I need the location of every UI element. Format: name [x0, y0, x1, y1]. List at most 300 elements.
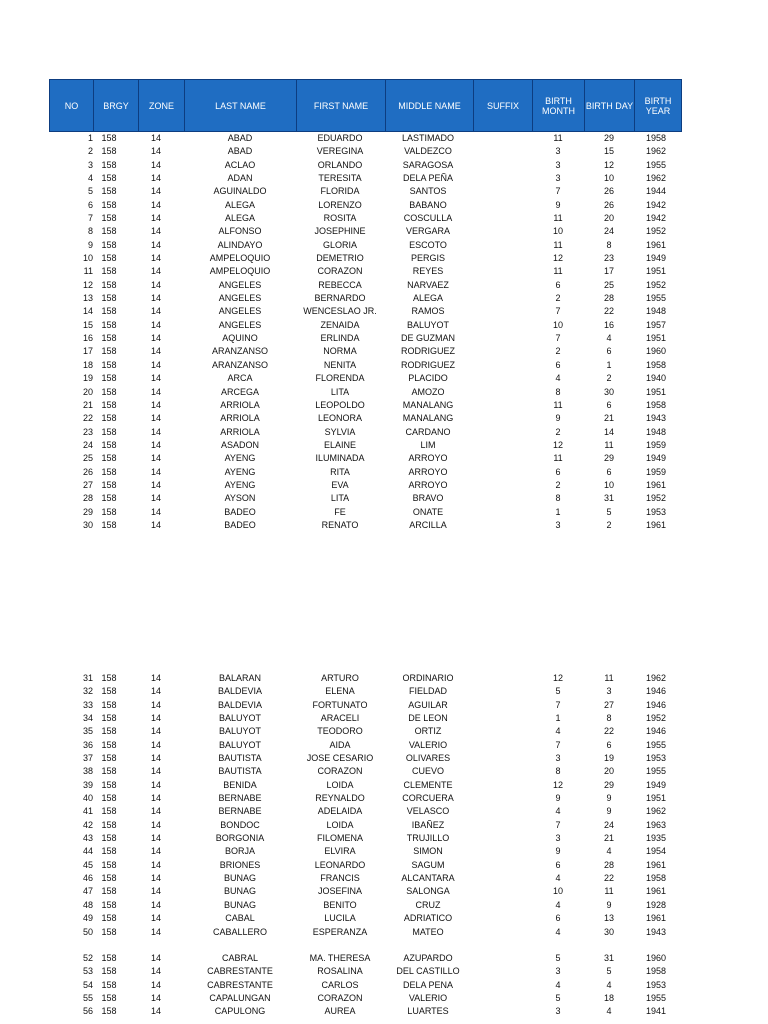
cell-birth-month: 6	[555, 466, 561, 477]
cell-birth-month: 9	[555, 846, 561, 857]
cell-birth-day: 21	[603, 833, 615, 844]
cell-birth-day: 11	[604, 439, 614, 450]
cell-last-name: BERNABE	[218, 806, 262, 817]
cell-brgy: 158	[101, 386, 117, 397]
cell-last-name: ANGELES	[218, 279, 262, 290]
table-row	[0, 685, 768, 698]
cell-zone: 14	[150, 293, 162, 304]
cell-last-name: ANGELES	[218, 319, 262, 330]
cell-first-name: FLORIDA	[320, 186, 360, 197]
table-row	[0, 132, 768, 145]
cell-brgy: 158	[101, 413, 117, 424]
cell-first-name: ELVIRA	[324, 846, 356, 857]
header-birth-month: BIRTH MONTH	[533, 80, 585, 131]
cell-zone: 14	[150, 359, 162, 370]
cell-last-name: ARRIOLA	[220, 413, 260, 424]
header-birth-day: BIRTH DAY	[585, 80, 635, 131]
cell-first-name: BENITO	[323, 899, 357, 910]
cell-no: 40	[82, 793, 93, 804]
cell-last-name: ALEGA	[224, 213, 256, 223]
cell-middle-name: RAMOS	[411, 306, 445, 317]
cell-birth-year: 1948	[645, 306, 667, 317]
cell-birth-day: 5	[606, 506, 612, 517]
cell-birth-year: 1961	[645, 913, 667, 924]
cell-brgy: 158	[101, 793, 117, 804]
cell-zone: 14	[150, 213, 162, 223]
cell-birth-year: 1940	[645, 373, 667, 384]
header-middle-name: MIDDLE NAME	[386, 80, 474, 131]
cell-zone: 14	[150, 713, 162, 723]
cell-birth-year: 1954	[645, 846, 667, 857]
cell-birth-year: 1958	[645, 399, 667, 410]
cell-brgy: 158	[101, 133, 117, 143]
cell-zone: 14	[150, 199, 162, 210]
cell-brgy: 158	[101, 173, 117, 183]
cell-birth-year: 1946	[645, 726, 667, 737]
cell-no: 11	[83, 266, 93, 277]
table-row	[0, 172, 768, 185]
cell-first-name: LEONORA	[317, 413, 363, 424]
cell-birth-day: 30	[603, 386, 615, 397]
cell-birth-year: 1948	[645, 426, 667, 437]
table-row	[0, 832, 768, 845]
cell-birth-month: 6	[555, 859, 561, 870]
table-row	[0, 332, 768, 345]
cell-first-name: ELAINE	[323, 439, 357, 450]
cell-birth-year: 1953	[645, 753, 667, 763]
cell-first-name: CARLOS	[321, 979, 359, 990]
cell-zone: 14	[150, 346, 162, 357]
cell-first-name: ROSALINA	[317, 966, 363, 977]
cell-no: 39	[82, 779, 93, 790]
cell-middle-name: ARROYO	[408, 453, 448, 464]
cell-brgy: 158	[101, 226, 117, 237]
cell-last-name: ACLAO	[224, 159, 256, 170]
cell-birth-month: 5	[555, 953, 561, 963]
table-row	[0, 792, 768, 805]
cell-birth-month: 6	[555, 279, 561, 290]
cell-brgy: 158	[101, 479, 117, 490]
cell-birth-year: 1958	[645, 873, 667, 884]
cell-birth-day: 25	[603, 279, 615, 290]
cell-brgy: 158	[101, 333, 117, 344]
cell-no: 25	[82, 453, 93, 464]
cell-last-name: AYENG	[224, 453, 256, 464]
table-row	[0, 1005, 768, 1018]
table-row	[0, 372, 768, 385]
cell-birth-day: 20	[603, 766, 615, 777]
cell-brgy: 158	[101, 453, 117, 464]
cell-birth-day: 9	[606, 793, 612, 804]
cell-birth-month: 11	[553, 133, 563, 143]
table-row	[0, 912, 768, 925]
cell-last-name: CABAL	[225, 913, 255, 924]
cell-first-name: ADELAIDA	[317, 806, 363, 817]
cell-birth-year: 1952	[645, 226, 667, 237]
cell-middle-name: SIMON	[413, 846, 443, 857]
cell-middle-name: ARCILLA	[409, 519, 447, 530]
cell-birth-day: 10	[603, 479, 615, 490]
cell-zone: 14	[150, 173, 162, 183]
cell-birth-month: 7	[555, 306, 561, 317]
cell-first-name: JOSE CESARIO	[306, 753, 374, 763]
cell-no: 15	[82, 319, 93, 330]
cell-brgy: 158	[101, 293, 117, 304]
cell-birth-month: 10	[552, 886, 564, 897]
cell-zone: 14	[150, 979, 162, 990]
cell-birth-month: 4	[555, 873, 561, 884]
table-row	[0, 305, 768, 318]
cell-last-name: BALARAN	[218, 673, 262, 683]
cell-first-name: LITA	[330, 386, 350, 397]
cell-first-name: ARACELI	[320, 713, 360, 723]
cell-birth-year: 1942	[645, 199, 667, 210]
cell-zone: 14	[150, 333, 162, 344]
cell-first-name: NENITA	[323, 359, 357, 370]
table-row	[0, 859, 768, 872]
cell-no: 6	[87, 199, 93, 210]
cell-first-name: NORMA	[323, 346, 357, 357]
cell-birth-month: 12	[552, 779, 564, 790]
cell-middle-name: PLACIDO	[408, 373, 448, 384]
cell-zone: 14	[150, 439, 162, 450]
cell-last-name: AYSON	[224, 493, 256, 504]
cell-brgy: 158	[101, 373, 117, 384]
cell-first-name: ZENAIDA	[320, 319, 360, 330]
cell-middle-name: RODRIGUEZ	[401, 359, 455, 370]
cell-birth-year: 1935	[645, 833, 667, 844]
cell-birth-day: 31	[603, 953, 615, 963]
cell-birth-month: 3	[555, 159, 561, 170]
cell-birth-day: 2	[606, 519, 612, 530]
cell-first-name: AUREA	[324, 1006, 356, 1017]
cell-first-name: LUCILA	[324, 913, 356, 924]
cell-first-name: LEOPOLDO	[315, 399, 365, 410]
cell-last-name: BALUYOT	[218, 739, 262, 750]
cell-zone: 14	[150, 146, 162, 157]
cell-birth-month: 9	[555, 793, 561, 804]
cell-no: 54	[82, 979, 93, 990]
cell-last-name: ADAN	[227, 173, 253, 183]
cell-birth-month: 5	[555, 993, 561, 1003]
cell-birth-day: 19	[603, 753, 615, 763]
cell-birth-day: 23	[603, 253, 615, 264]
table-row	[0, 265, 768, 278]
cell-brgy: 158	[101, 926, 117, 937]
cell-first-name: CORAZON	[317, 993, 363, 1003]
cell-middle-name: MANALANG	[402, 399, 454, 410]
cell-brgy: 158	[101, 806, 117, 817]
cell-first-name: FRANCIS	[320, 873, 360, 884]
cell-first-name: FLORENDA	[315, 373, 365, 384]
cell-no: 46	[82, 873, 93, 884]
cell-birth-month: 3	[555, 753, 561, 763]
cell-zone: 14	[150, 846, 162, 857]
cell-brgy: 158	[101, 993, 117, 1003]
cell-last-name: BORJA	[224, 846, 256, 857]
cell-middle-name: BABANO	[409, 199, 447, 210]
cell-birth-day: 3	[606, 686, 612, 697]
cell-middle-name: BALUYOT	[406, 319, 450, 330]
cell-zone: 14	[150, 873, 162, 884]
cell-birth-month: 4	[555, 806, 561, 817]
cell-middle-name: AZUPARDO	[403, 953, 453, 963]
cell-birth-day: 27	[603, 699, 615, 710]
cell-birth-year: 1943	[645, 926, 667, 937]
cell-birth-day: 2	[606, 373, 612, 384]
cell-middle-name: VALERIO	[408, 739, 448, 750]
cell-birth-day: 1	[606, 359, 612, 370]
cell-brgy: 158	[101, 426, 117, 437]
cell-birth-day: 4	[606, 1006, 612, 1017]
cell-middle-name: REYES	[412, 266, 444, 277]
cell-middle-name: CORCUERA	[402, 793, 454, 804]
cell-birth-day: 28	[603, 293, 615, 304]
cell-birth-day: 8	[606, 239, 612, 250]
cell-last-name: ABAD	[227, 133, 253, 143]
cell-zone: 14	[150, 886, 162, 897]
cell-zone: 14	[150, 739, 162, 750]
cell-birth-month: 6	[555, 913, 561, 924]
cell-last-name: ARANZANSO	[211, 346, 269, 357]
table-row	[0, 319, 768, 332]
cell-last-name: ARCA	[227, 373, 253, 384]
cell-zone: 14	[150, 133, 162, 143]
cell-birth-month: 12	[552, 253, 564, 264]
cell-brgy: 158	[101, 899, 117, 910]
cell-birth-month: 7	[555, 819, 561, 830]
cell-first-name: LITA	[330, 493, 350, 504]
cell-zone: 14	[150, 673, 162, 683]
cell-brgy: 158	[101, 146, 117, 157]
cell-no: 37	[82, 753, 93, 763]
cell-zone: 14	[150, 793, 162, 804]
cell-birth-day: 29	[603, 779, 615, 790]
cell-first-name: DEMETRIO	[316, 253, 364, 264]
cell-birth-year: 1951	[645, 386, 667, 397]
cell-birth-year: 1955	[645, 993, 667, 1003]
cell-birth-day: 22	[603, 726, 615, 737]
cell-birth-month: 7	[555, 739, 561, 750]
cell-middle-name: CARDANO	[405, 426, 451, 437]
table-row	[0, 386, 768, 399]
cell-no: 9	[87, 239, 93, 250]
cell-no: 36	[82, 739, 93, 750]
cell-brgy: 158	[101, 159, 117, 170]
cell-birth-month: 2	[555, 479, 561, 490]
cell-middle-name: VELASCO	[406, 806, 450, 817]
cell-birth-day: 4	[606, 333, 612, 344]
cell-birth-month: 3	[555, 1006, 561, 1017]
cell-zone: 14	[150, 859, 162, 870]
cell-birth-month: 3	[555, 966, 561, 977]
cell-birth-year: 1955	[645, 739, 667, 750]
cell-birth-year: 1959	[645, 439, 667, 450]
cell-birth-day: 22	[603, 873, 615, 884]
cell-first-name: FE	[334, 506, 346, 517]
cell-last-name: AYENG	[224, 479, 256, 490]
cell-birth-day: 29	[603, 453, 615, 464]
cell-middle-name: CLEMENTE	[403, 779, 453, 790]
cell-birth-year: 1962	[645, 806, 667, 817]
cell-birth-day: 10	[603, 173, 615, 183]
cell-middle-name: NARVAEZ	[407, 279, 449, 290]
cell-no: 10	[82, 253, 93, 264]
cell-brgy: 158	[101, 953, 117, 963]
header-last-name: LAST NAME	[185, 80, 297, 131]
cell-zone: 14	[150, 686, 162, 697]
table-row	[0, 805, 768, 818]
cell-last-name: BONDOC	[220, 819, 260, 830]
cell-birth-day: 26	[603, 186, 615, 197]
cell-brgy: 158	[101, 873, 117, 884]
cell-birth-day: 28	[603, 859, 615, 870]
table-row	[0, 185, 768, 198]
cell-first-name: ELENA	[325, 686, 355, 697]
cell-birth-day: 22	[603, 306, 615, 317]
cell-no: 53	[82, 966, 93, 977]
cell-middle-name: DE LEON	[408, 713, 448, 723]
cell-last-name: CAPULONG	[214, 1006, 266, 1017]
cell-first-name: ARTURO	[321, 673, 359, 683]
cell-birth-day: 17	[603, 266, 615, 277]
cell-no: 35	[82, 726, 93, 737]
cell-birth-day: 14	[603, 426, 615, 437]
cell-first-name: BERNARDO	[314, 293, 366, 304]
cell-birth-year: 1955	[645, 159, 667, 170]
cell-middle-name: IBAÑEZ	[411, 819, 445, 830]
cell-brgy: 158	[101, 306, 117, 317]
cell-brgy: 158	[101, 726, 117, 737]
cell-birth-month: 5	[555, 686, 561, 697]
cell-birth-month: 4	[555, 373, 561, 384]
cell-no: 8	[87, 226, 93, 237]
cell-middle-name: DEL CASTILLO	[396, 966, 460, 977]
cell-middle-name: BRAVO	[412, 493, 444, 504]
cell-first-name: GLORIA	[322, 239, 358, 250]
cell-first-name: LEONARDO	[314, 859, 366, 870]
cell-last-name: AGUINALDO	[213, 186, 267, 197]
cell-middle-name: OLIVARES	[405, 753, 451, 763]
cell-first-name: ROSITA	[323, 213, 357, 223]
cell-zone: 14	[150, 953, 162, 963]
cell-no: 45	[82, 859, 93, 870]
cell-birth-day: 31	[603, 493, 615, 504]
cell-brgy: 158	[101, 686, 117, 697]
cell-birth-day: 20	[603, 213, 615, 223]
cell-no: 21	[82, 399, 93, 410]
cell-birth-day: 26	[603, 199, 615, 210]
cell-first-name: CORAZON	[317, 766, 363, 777]
cell-last-name: CABALLERO	[212, 926, 268, 937]
cell-last-name: ALINDAYO	[217, 239, 263, 250]
cell-middle-name: DELA PEÑA	[402, 173, 454, 183]
cell-last-name: CABRAL	[221, 953, 259, 963]
cell-first-name: EDUARDO	[317, 133, 363, 143]
table-row	[0, 926, 768, 939]
cell-birth-year: 1963	[645, 819, 667, 830]
cell-brgy: 158	[101, 1006, 117, 1017]
cell-birth-year: 1949	[645, 453, 667, 464]
cell-no: 49	[82, 913, 93, 924]
cell-middle-name: SARAGOSA	[402, 159, 454, 170]
cell-no: 43	[82, 833, 93, 844]
table-row	[0, 279, 768, 292]
cell-last-name: AQUINO	[222, 333, 258, 344]
cell-first-name: SYLVIA	[324, 426, 356, 437]
table-row	[0, 199, 768, 212]
cell-brgy: 158	[101, 266, 117, 277]
table-row	[0, 292, 768, 305]
cell-no: 13	[82, 293, 93, 304]
cell-middle-name: COSCULLA	[403, 213, 453, 223]
cell-last-name: BADEO	[224, 506, 256, 517]
cell-birth-year: 1943	[645, 413, 667, 424]
cell-zone: 14	[150, 306, 162, 317]
cell-brgy: 158	[101, 506, 117, 517]
cell-birth-month: 11	[553, 213, 563, 223]
cell-middle-name: CRUZ	[415, 899, 441, 910]
cell-brgy: 158	[101, 886, 117, 897]
cell-birth-year: 1958	[645, 359, 667, 370]
cell-brgy: 158	[101, 766, 117, 777]
cell-birth-day: 6	[606, 346, 612, 357]
cell-birth-month: 1	[555, 506, 561, 517]
cell-middle-name: ARROYO	[408, 479, 448, 490]
cell-no: 44	[82, 846, 93, 857]
cell-last-name: AYENG	[224, 466, 256, 477]
cell-birth-month: 3	[555, 146, 561, 157]
cell-first-name: TEODORO	[317, 726, 363, 737]
cell-birth-day: 4	[606, 846, 612, 857]
cell-first-name: RENATO	[321, 519, 359, 530]
cell-last-name: CABRESTANTE	[207, 966, 273, 977]
cell-middle-name: LIM	[420, 439, 436, 450]
cell-birth-day: 29	[603, 133, 615, 143]
cell-middle-name: ONATE	[412, 506, 444, 517]
table-row	[0, 952, 768, 965]
cell-birth-day: 21	[603, 413, 615, 424]
cell-middle-name: CUEVO	[411, 766, 445, 777]
cell-middle-name: RODRIGUEZ	[401, 346, 455, 357]
cell-zone: 14	[150, 226, 162, 237]
cell-no: 27	[82, 479, 93, 490]
cell-birth-day: 13	[603, 913, 615, 924]
cell-birth-month: 4	[555, 726, 561, 737]
cell-first-name: FORTUNATO	[312, 699, 368, 710]
cell-birth-year: 1959	[645, 466, 667, 477]
cell-middle-name: DE GUZMAN	[401, 333, 455, 344]
cell-zone: 14	[150, 699, 162, 710]
cell-zone: 14	[150, 426, 162, 437]
cell-birth-month: 11	[553, 239, 563, 250]
cell-birth-day: 24	[603, 819, 615, 830]
cell-first-name: LOIDA	[326, 779, 354, 790]
cell-birth-year: 1962	[645, 673, 667, 683]
cell-no: 5	[87, 186, 93, 197]
cell-zone: 14	[150, 779, 162, 790]
cell-first-name: MA. THERESA	[309, 953, 371, 963]
table-row	[0, 466, 768, 479]
cell-first-name: EVA	[331, 479, 349, 490]
cell-last-name: BALUYOT	[218, 726, 262, 737]
cell-no: 12	[82, 279, 93, 290]
cell-last-name: BALUYOT	[218, 713, 262, 723]
cell-no: 29	[82, 506, 93, 517]
cell-brgy: 158	[101, 779, 117, 790]
table-row	[0, 492, 768, 505]
cell-brgy: 158	[101, 753, 117, 763]
